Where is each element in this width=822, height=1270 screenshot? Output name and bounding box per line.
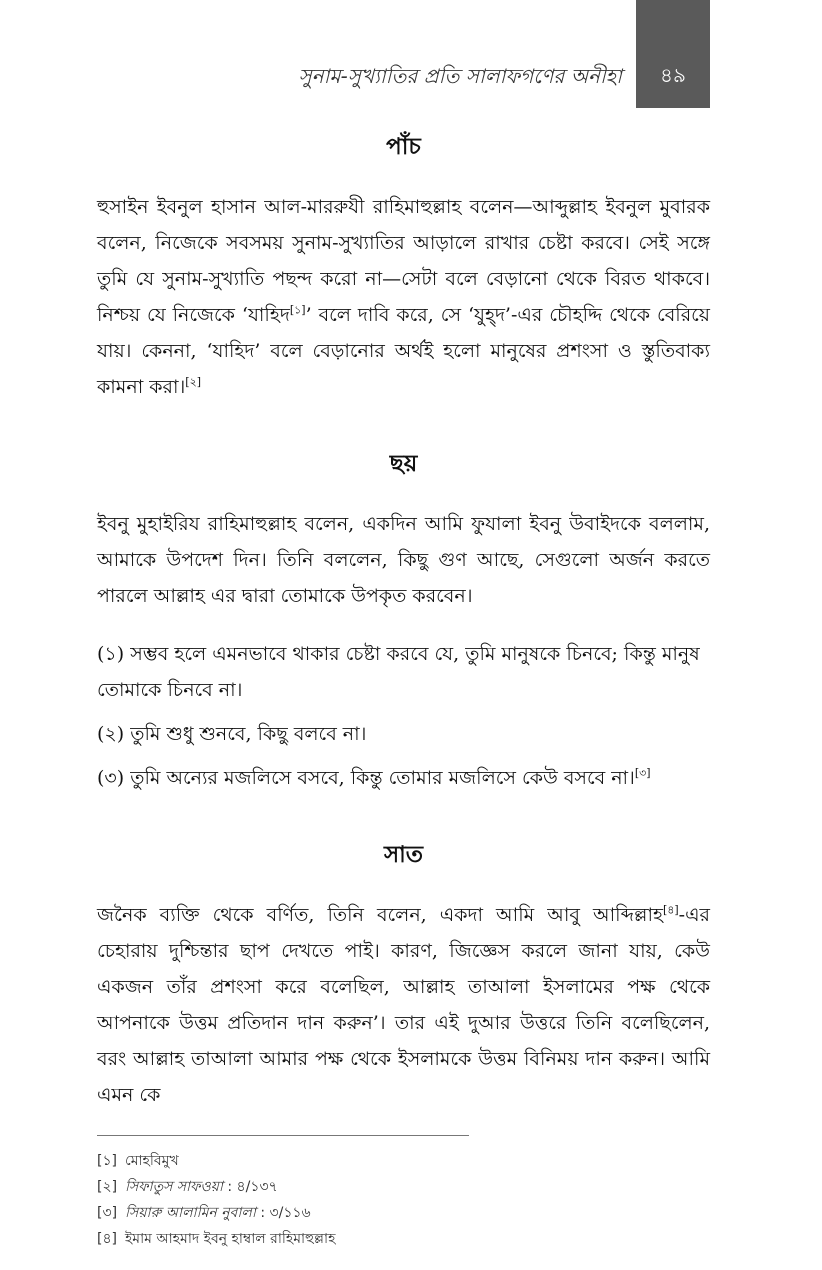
item-number: (৩) <box>97 767 125 789</box>
section-seven-paragraph <box>97 897 710 1113</box>
footnote-ref-1: [১] <box>289 303 306 317</box>
page-header <box>0 0 822 108</box>
item-number: (১) <box>97 643 125 665</box>
footnote-source: সিফাতুস সাফওয়া <box>125 1179 223 1195</box>
footnote-marker: [৩] <box>97 1205 118 1221</box>
item-text: তুমি শুধু শুনবে, কিছু বলবে না। <box>130 723 367 745</box>
paragraph-text: হুসাইন ইবনুল হাসান আল-মাররুযী রাহিমাহুল্লাহ বলেন—আব্দুল্লাহ ইবনুল মুবারক বলেন, নিজেকে সবসময় সুনাম-সুখ্যাতির আড়ালে রাখার চেষ্টা করবে। সেই সঙ্গে তুমি যে সুনাম-সুখ্যাতি পছন্দ করো না—সেটা বলে বেড়ানো থেকে বিরত থাকবে। নিশ্চয় যে নিজেকে ‘যাহিদ <box>97 196 710 326</box>
page-number: ৪৯ <box>660 63 686 87</box>
footnote-source: সিয়ারু আলামিন নুবালা <box>125 1205 256 1221</box>
advice-item-3 <box>97 760 710 796</box>
section-heading-five: পাঁচ <box>386 134 421 160</box>
advice-item-1 <box>97 636 710 708</box>
item-number: (২) <box>97 723 125 745</box>
section-heading-six: ছয় <box>389 451 418 477</box>
footnote-4 <box>97 1226 710 1252</box>
footnote-2 <box>97 1174 710 1200</box>
footnote-ref-3: [৩] <box>634 766 651 780</box>
footnote-ref-4: [৪] <box>662 903 679 917</box>
paragraph-text: -এর চেহারায় দুশ্চিন্তার ছাপ দেখতে পাই। কারণ, জিজ্ঞেস করলে জানা যায়, কেউ একজন তাঁর প্রশংসা করে বলেছিল, আল্লাহ তাআলা ইসলামের পক্ষ থেকে আপনাকে উত্তম প্রতিদান দান করুন’। তার এই দুআর উত্তরে তিনি বলেছিলেন, বরং আল্লাহ তাআলা আমার পক্ষ থেকে ইসলামকে উত্তম বিনিময় দান করুন। আমি এমন কে <box>97 904 710 1106</box>
running-title: সুনাম-সুখ্যাতির প্রতি সালাফগণের অনীহা <box>298 64 622 88</box>
page-body <box>97 128 710 1252</box>
footnote-text: ইমাম আহমাদ ইবনু হাম্বাল রাহিমাহুল্লাহ <box>125 1231 336 1247</box>
footnote-text: মোহবিমুখ <box>125 1153 179 1169</box>
item-text: তুমি অন্যের মজলিসে বসবে, কিন্তু তোমার মজলিসে কেউ বসবে না। <box>130 767 635 789</box>
footnote-page: : ৪/১৩৭ <box>222 1179 278 1195</box>
footnote-page: : ৩/১১৬ <box>255 1205 311 1221</box>
footnote-marker: [৪] <box>97 1231 118 1247</box>
section-six-intro: ইবনু মুহাইরিয রাহিমাহুল্লাহ বলেন, একদিন আমি ফুযালা ইবনু উবাইদকে বললাম, আমাকে উপদেশ দিন। তিনি বললেন, কিছু গুণ আছে, সেগুলো অর্জন করতে পারলে আল্লাহ এর দ্বারা তোমাকে উপকৃত করবেন। <box>97 513 710 607</box>
footnote-ref-2: [২] <box>185 375 202 389</box>
item-text: সম্ভব হলে এমনভাবে থাকার চেষ্টা করবে যে, তুমি মানুষকে চিনবে; কিন্তু মানুষ তোমাকে চিনবে না। <box>97 643 700 701</box>
footnote-3 <box>97 1200 710 1226</box>
footnote-marker: [২] <box>97 1179 118 1195</box>
paragraph-text: জনৈক ব্যক্তি থেকে বর্ণিত, তিনি বলেন, একদা আমি আবু আব্দিল্লাহ <box>97 904 663 926</box>
paragraph-text: ’ বলে দাবি করে, সে ‘যুহ্দ’-এর চৌহদ্দি থেকে বেরিয়ে যায়। কেননা, ‘যাহিদ’ বলে বেড়ানোর অর্থই হলো মানুষের প্রশংসা ও স্তুতিবাক্য কামনা করা। <box>97 304 710 398</box>
advice-item-2 <box>97 716 710 752</box>
section-five-paragraph <box>97 189 710 405</box>
page-number-box <box>636 0 710 108</box>
section-heading-seven: সাত <box>383 842 424 868</box>
footnote-marker: [১] <box>97 1153 118 1169</box>
footnote-1 <box>97 1148 710 1174</box>
